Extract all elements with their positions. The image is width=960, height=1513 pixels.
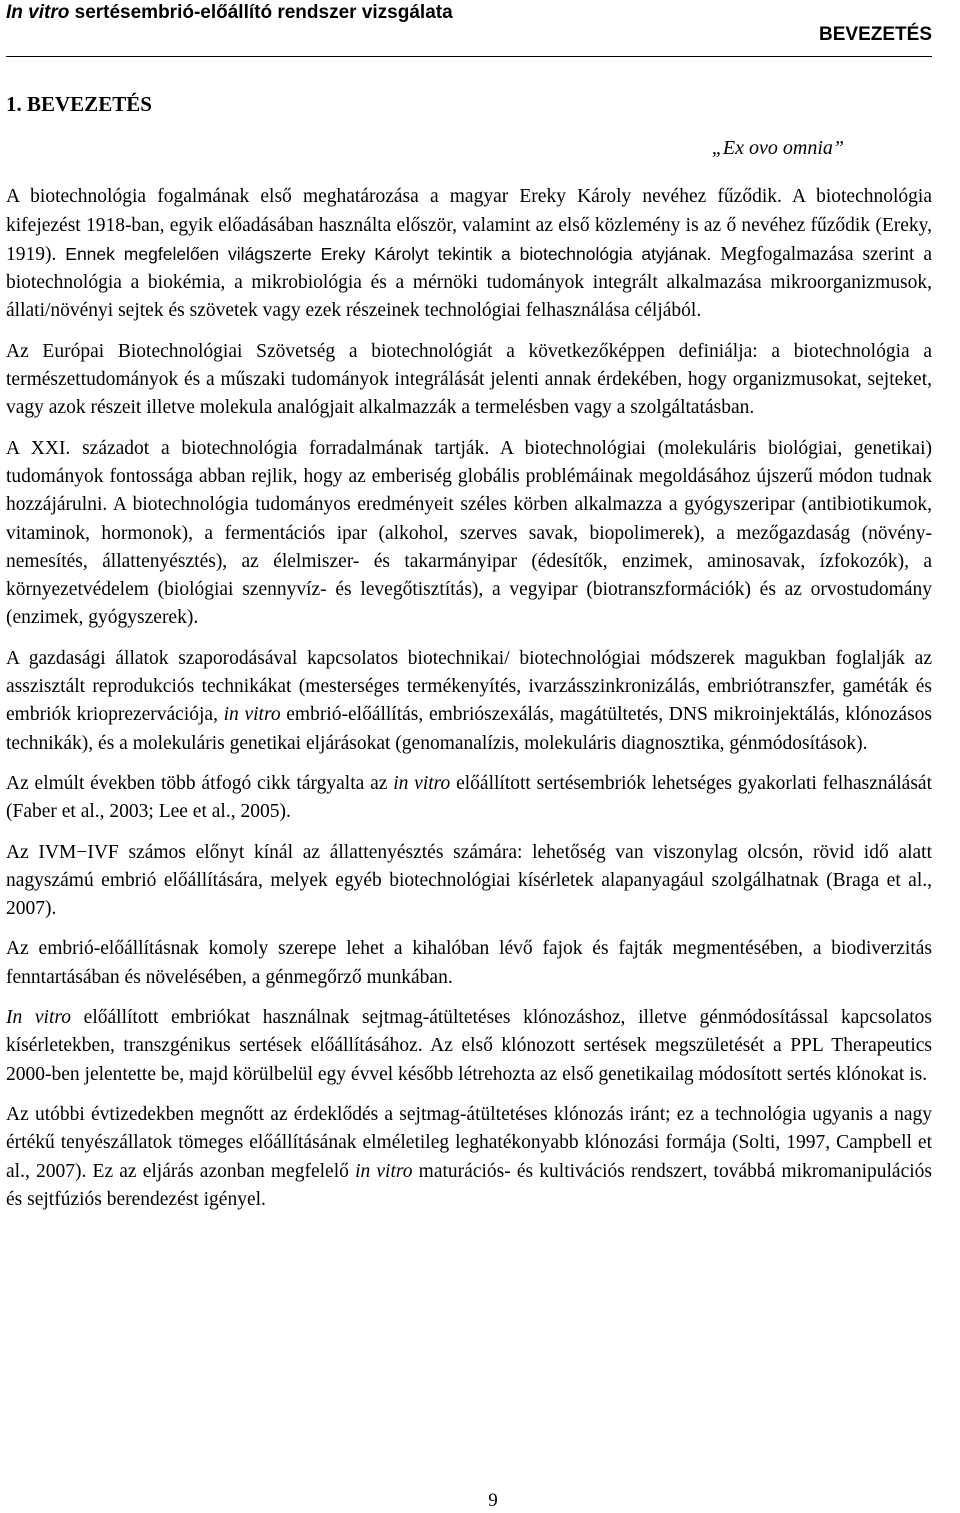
p4-part-b: embrió-előállítás, embriószexálás, magátültetés, DNS mikroinjektálás, klónozásos technikák), és a molekuláris genetikai eljárásokat (genomanalízis, molekuláris diagnosztika, génmódosítások).: [6, 704, 932, 754]
p1-part-a: A biotechnológia fogalmának első meghatározása a magyar Ereky Károly nevéhez fűződik. A biotechnológia kifejezést 1918-ban, egyik előadásában használta először, valamint az első közlemény is az ő nevéhez fűződik (Ereky, 1919).: [6, 186, 932, 265]
page-body: [6, 90, 932, 1226]
p9-part-a: Az utóbbi évtizedekben megnőtt az érdeklődés a sejtmag-átültetéses klónozás iránt; ez a technológia ugyanis a nagy értékű tenyészállatok tömeges előállításának elméletileg leghatékonyabb klónozási formája (Solti, 1997, Campbell et al., 2007). Ez az eljárás azonban megfelelő: [6, 1103, 932, 1182]
running-header: [6, 0, 932, 57]
paragraph-4: [6, 645, 932, 758]
p8-italic: In vitro: [6, 1007, 72, 1029]
paragraph-6: Az IVM−IVF számos előnyt kínál az állattenyésztés számára: lehetőség van viszonylag olcsón, rövid idő alatt nagyszámú embrió előállítására, melyek egyéb biotechnológiai kísérletek alapanyagául szolgálhatnak (Braga et al., 2007).: [6, 841, 932, 920]
p5-italic: in vitro: [393, 772, 451, 794]
p1-part-c: Megfogalmazása szerint a biotechnológia a biokémia, a mikrobiológia és a mérnöki tudományok integrált alkalmazása mikroorganizmusok, állati/növényi sejtek és szövetek vagy ezek részeinek technológiai felhasználása céljából.: [6, 243, 932, 322]
p5-part-b: előállított sertésembriók lehetséges gyakorlati felhasználását (Faber et al., 2003; Lee et al., 2005).: [6, 772, 932, 823]
paragraph-5: [6, 770, 932, 827]
page-number: 9: [488, 1490, 498, 1511]
paragraph-3: A XXI. századot a biotechnológia forradalmának tartják. A biotechnológiai (molekuláris biológiai, genetikai) tudományok fontossága abban rejlik, hogy az emberiség globális problémáinak megoldásához újszerű módon tudnak hozzájárulni. A biotechnológia tudományos eredményeit széles körben alkalmazza a gyógyszeripar (antibiotikumok, vitaminok, hormonok), a fermentációs ipar (alkohol, szerves savak, biopolimerek), a mezőgazdaság (növénynemesítés, állattenyésztés), az élelmiszer- és takarmányipar (édesítők, enzimek, aminosavak, ízfokozók), a környezetvédelem (biológiai szennyvíz- és levegőtisztítás), a vegyipar (biotranszformációk) és az orvostudomány (enzimek, gyógyszerek).: [6, 437, 932, 629]
section-title: 1. BEVEZETÉS: [6, 92, 152, 116]
running-header-title: [6, 2, 453, 24]
header-title-italic: In vitro: [6, 2, 70, 23]
p5-part-a: Az elmúlt években több átfogó cikk tárgyalta az: [6, 772, 394, 794]
header-title-rest: sertésembrió-előállító rendszer vizsgálata: [69, 2, 453, 23]
p9-italic: in vitro: [355, 1160, 413, 1182]
motto: „Ex ovo omnia”: [711, 137, 844, 159]
paragraph-7: Az embrió-előállításnak komoly szerepe lehet a kihalóban lévő fajok és fajták megmentésében, a biodiverzitás fenntartásában és növelésében, a génmegőrző munkában.: [6, 938, 932, 988]
p4-part-a: A gazdasági állatok szaporodásával kapcsolatos biotechnikai/ biotechnológiai módszerek magukban foglalják az asszisztált reprodukciós technikákat (mesterséges termékenyítés, ivarzásszinkronizálás, embriótranszfer, gaméták és embriók krioprezervációja,: [6, 647, 932, 726]
p4-italic: in vitro: [223, 704, 281, 726]
paragraph-1: [6, 183, 932, 325]
paragraph-9: [6, 1101, 932, 1214]
p8-part-b: előállított embriókat használnak sejtmag-átültetéses klónozáshoz, illetve génmódosítással kapcsolatos kísérletekben, transzgénikus sertések előállításához. Az első klónozott sertések megszületését a PPL Therapeutics 2000-ben jelentette be, majd körülbelül egy évvel később létrehozta az első genetikailag módosított sertés klónokat is.: [6, 1007, 932, 1085]
paragraph-8: [6, 1004, 932, 1089]
p1-part-b: Ennek megfelelően világszerte Ereky Károlyt tekintik a biotechnológia atyjának.: [56, 243, 712, 264]
paragraph-2: Az Európai Biotechnológiai Szövetség a biotechnológiát a következőképpen definiálja: a biotechnológia a természettudományok és a műszaki tudományok integrálását jelenti annak érdekében, hogy organizmusokat, sejteket, vagy azok részeit illetve molekula analógjait alkalmazzák a termelésben vagy a szolgáltatásban.: [6, 340, 932, 419]
running-header-section: BEVEZETÉS: [819, 24, 932, 45]
p9-part-b: maturációs- és kultivációs rendszert, továbbá mikromanipulációs és sejtfúziós berendezést igényel.: [6, 1160, 932, 1210]
